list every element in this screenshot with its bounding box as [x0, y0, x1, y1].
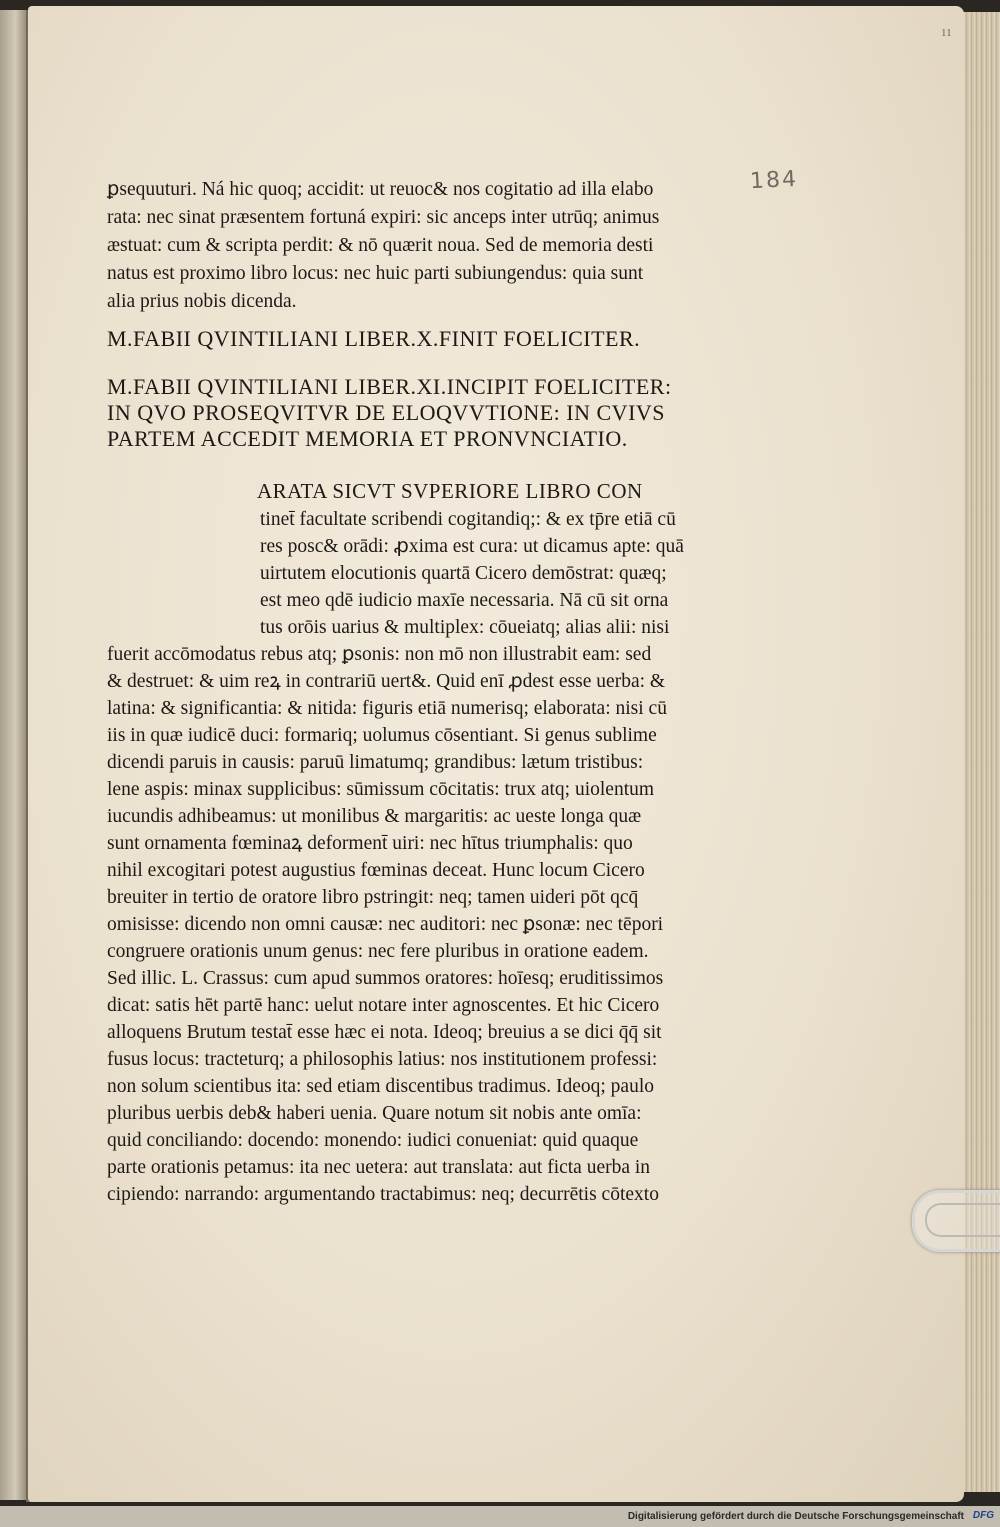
text-line: dicat: satis hēt partē hanc: uelut notare inter agnoscentes. Et hic Cicero: [107, 995, 660, 1016]
text-line: & destruet: & uim reꝝ in contrariū uert&. Quid enī ꝓdest esse uerba: &: [107, 671, 666, 692]
footer-bar: [0, 1506, 1000, 1527]
text-line: tus orōis uarius & multiplex: cōueiatq; alias alii: nisi: [260, 617, 670, 638]
folio-number: 11: [941, 27, 952, 39]
text-line: fusus locus: tracteturq; a philosophis latius: nos institutionem professi:: [107, 1049, 658, 1070]
text-line: cipiendo: narrando: argumentando tractabimus: neq; decurrētis cōtexto: [107, 1184, 659, 1205]
text-line: tinet̄ facultate scribendi cogitandiq;: & ex tp̄re etiā cū: [260, 509, 676, 530]
book-incipit-heading: PARTEM ACCEDIT MEMORIA ET PRONVNCIATIO.: [107, 426, 628, 451]
text-line: sunt ornamenta fœminaꝝ deforment̄ uiri: nec hītus triumphalis: quo: [107, 833, 633, 854]
text-line: congruere orationis unum genus: nec fere pluribus in oratione eadem.: [107, 941, 649, 962]
text-line: breuiter in tertio de oratore libro pstringit: neq; tamen uideri pōt qcq̄: [107, 887, 639, 908]
text-line: quid conciliando: docendo: monendo: iudici conueniat: quid quaque: [107, 1130, 639, 1151]
text-line: dicendi paruis in causis: paruū limatumq; grandibus: lætum tristibus:: [107, 752, 644, 773]
text-line: uirtutem elocutionis quartā Cicero demōstrat: quæq;: [260, 563, 667, 584]
text-line: non solum scientibus ita: sed etiam discentibus tradimus. Ideoq; paulo: [107, 1076, 654, 1097]
book-ending-heading: M.FABII QVINTILIANI LIBER.X.FINIT FOELICITER.: [107, 326, 641, 351]
text-line: res posc& orādi: ꝓxima est cura: ut dicamus apte: quā: [260, 536, 684, 557]
book-incipit-heading: M.FABII QVINTILIANI LIBER.XI.INCIPIT FOELICITER:: [107, 374, 672, 399]
paper-clip: [912, 1190, 1000, 1252]
book-incipit-heading: IN QVO PROSEQVITVR DE ELOQVVTIONE: IN CVIVS: [107, 400, 666, 425]
text-line: pluribus uerbis deb& haberi uenia. Quare notum sit nobis ante omīa:: [107, 1103, 642, 1124]
text-line: natus est proximo libro locus: nec huic parti subiungendus: quia sunt: [107, 263, 644, 284]
funding-credit: Digitalisierung gefördert durch die Deutsche Forschungsgemeinschaft: [627, 1511, 964, 1522]
text-line: lene aspis: minax supplicibus: sūmissum cōcitatis: trux atq; uiolentum: [107, 779, 655, 800]
text-line: iucundis adhibeamus: ut monilibus & margaritis: ac ueste longa quæ: [107, 806, 642, 827]
text-line: alloquens Brutum testat̄ esse hæc ei nota. Ideoq; breuius a se dici q̄q̄ sit: [107, 1022, 662, 1043]
dfg-logo: DFG: [972, 1510, 994, 1521]
text-line: ꝑsequuturi. Ná hic quoq; accidit: ut reuoc& nos cogitatio ad illa elabo: [107, 179, 654, 200]
text-line: Sed illic. L. Crassus: cum apud summos oratores: hoīesq; eruditissimos: [107, 968, 664, 989]
text-line: rata: nec sinat præsentem fortuná expiri: sic anceps inter utrūq; animus: [107, 207, 660, 228]
text-line: fuerit accōmodatus rebus atq; ꝑsonis: non mō non illustrabit eam: sed: [107, 644, 652, 665]
text-line: omisisse: dicendo non omni causæ: nec auditori: nec ꝑsonæ: nec tēpori: [107, 914, 664, 935]
handwritten-page-number: 184: [749, 166, 799, 195]
text-line: iis in quæ iudicē duci: formariq; uolumus cōsentiant. Si genus sublime: [107, 725, 657, 746]
text-line: nihil excogitari potest augustius fœminas deceat. Hunc locum Cicero: [107, 860, 645, 881]
chapter-opening-line: ARATA SICVT SVPERIORE LIBRO CON: [257, 479, 643, 503]
text-line: æstuat: cum & scripta perdit: & nō quærit noua. Sed de memoria desti: [107, 235, 654, 256]
text-line: latina: & significantia: & nitida: figuris etiā numerisq; elaborata: nisi cū: [107, 698, 667, 719]
text-line: parte orationis petamus: ita nec uetera: aut translata: aut ficta uerba in: [107, 1157, 651, 1178]
text-line: alia prius nobis dicenda.: [107, 291, 297, 312]
text-line: est meo qdē iudicio maxīe necessaria. Nā cū sit orna: [260, 590, 669, 611]
